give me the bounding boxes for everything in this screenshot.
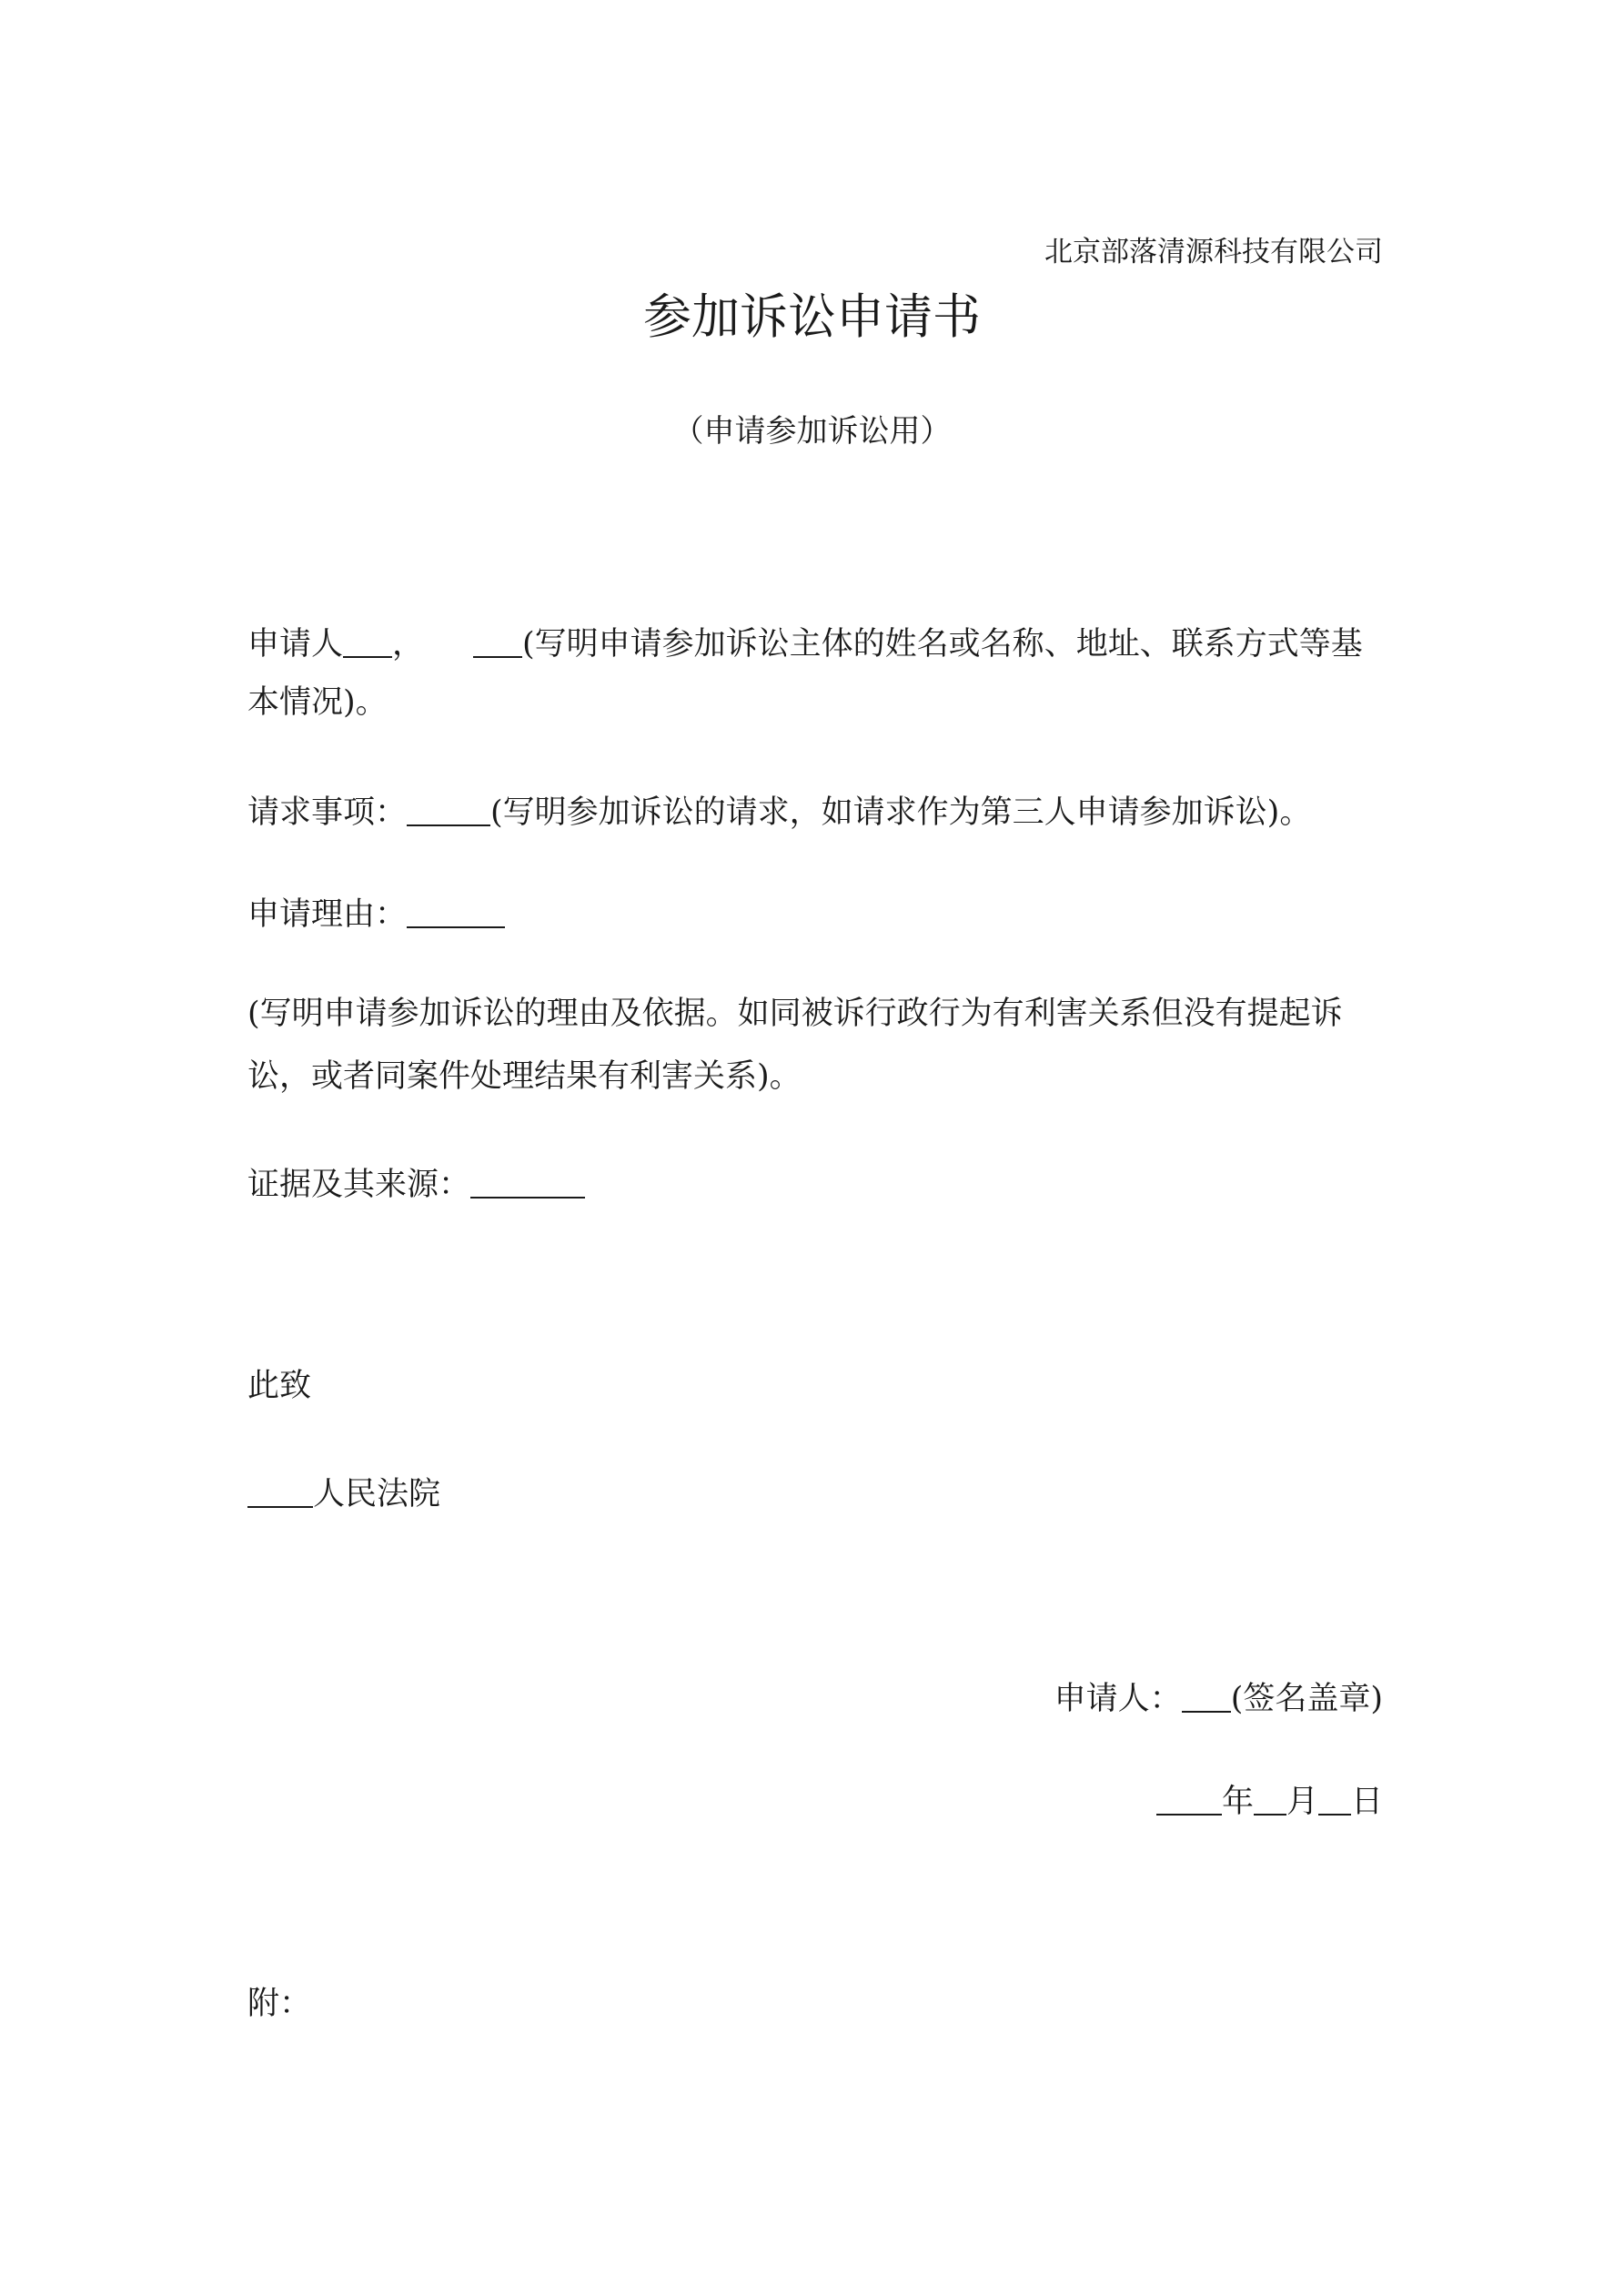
request-blank [407, 793, 490, 826]
reason-line [247, 895, 505, 931]
court-suffix: 人民法院 [313, 1475, 441, 1512]
day-blank [1318, 1782, 1351, 1816]
attachment-label: 附： [247, 1986, 312, 2022]
month-blank [1254, 1782, 1286, 1816]
reason-desc-line-1: (写明申请参加诉讼的理由及依据。如同被诉行政行为有利害关系但没有提起诉 [247, 996, 1343, 1032]
request-label: 请求事项： [247, 794, 408, 831]
company-name: 北京部落清源科技有限公司 [1044, 236, 1383, 268]
signature-label: 申请人： [1054, 1680, 1182, 1717]
request-desc: (写明参加诉讼的请求，如请求作为第三人申请参加诉讼)。 [490, 794, 1312, 831]
reason-label: 申请理由： [247, 895, 408, 933]
reason-blank [407, 895, 505, 928]
document-subtitle: （申请参加诉讼用） [672, 413, 952, 450]
applicant-desc-line-1: (写明申请参加诉讼主体的姓名或名称、地址、联系方式等基 [522, 625, 1363, 663]
applicant-blank-2 [473, 624, 522, 658]
year-label: 年 [1221, 1783, 1254, 1820]
date-line [1156, 1782, 1383, 1818]
court-blank [247, 1474, 313, 1508]
applicant-label: 申请人 [247, 625, 344, 663]
applicant-desc-line-2: 本情况)。 [247, 684, 388, 721]
reason-desc-line-2: 讼，或者同案件处理结果有利害关系)。 [247, 1058, 802, 1095]
day-label: 日 [1350, 1783, 1383, 1820]
signature-line [1054, 1679, 1383, 1715]
evidence-line [247, 1165, 585, 1201]
applicant-comma: ， [392, 625, 425, 663]
evidence-blank [470, 1165, 585, 1199]
request-line [247, 793, 1311, 829]
salutation: 此致 [247, 1368, 312, 1404]
signature-note: (签名盖章) [1230, 1680, 1383, 1717]
month-label: 月 [1286, 1783, 1318, 1820]
court-line [247, 1474, 440, 1511]
applicant-line-1 [247, 624, 1363, 661]
document-title: 参加诉讼申请书 [643, 289, 981, 345]
evidence-label: 证据及其来源： [247, 1166, 471, 1203]
year-blank [1156, 1782, 1222, 1816]
applicant-blank-1 [343, 624, 392, 658]
signature-blank [1182, 1679, 1231, 1713]
